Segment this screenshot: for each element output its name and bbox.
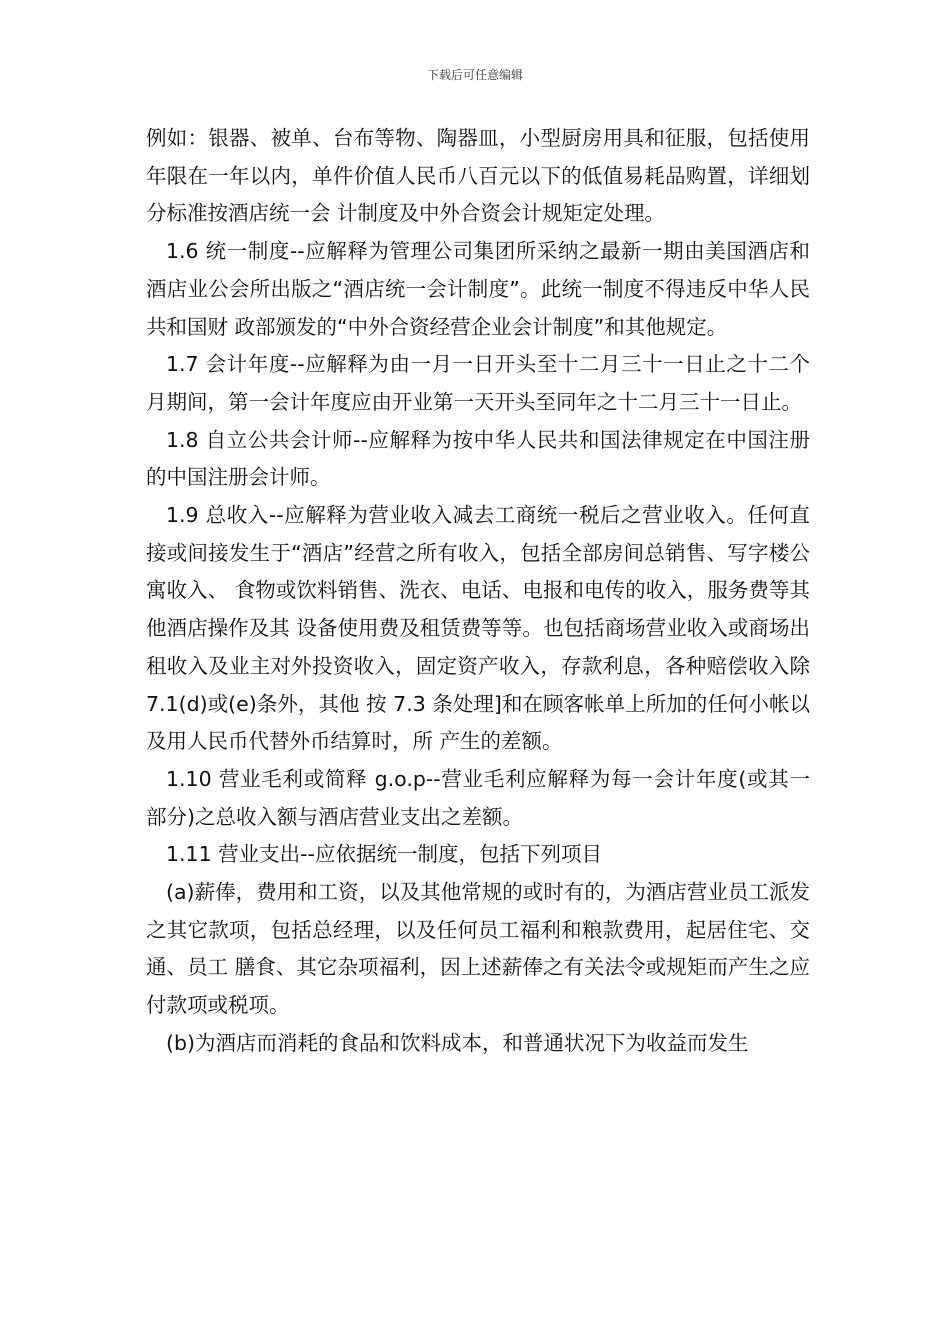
paragraph-1-6-unified-system: 1.6 统一制度--应解释为管理公司集团所采纳之最新一期由美国酒店和酒店业公会所出版之“酒店统一会计制度”。此统一制度不得违反中华人民共和国财 政部颁发的“中外合资经营企业会计制度”和其他规定。 [146, 239, 810, 339]
paragraph-item-a-salaries: (a)薪俸，费用和工资，以及其他常规的或时有的，为酒店营业员工派发之其它款项，包括总经理，以及任何员工福利和粮款费用，起居住宅、交通、员工 膳食、其它杂项福利，因上述薪俸之有关法令或规矩而产生之应付款项或税项。 [146, 880, 810, 1018]
paragraph-1-11-operating-expenses: 1.11 营业支出--应依据统一制度，包括下列项目 [166, 842, 602, 867]
paragraph-item-b-food-beverage: (b)为酒店而消耗的食品和饮料成本，和普通状况下为收益而发生 [166, 1030, 749, 1055]
paragraph-1-8-independent-accountant: 1.8 自立公共会计师--应解释为按中华人民共和国法律规定在中国注册的中国注册会计师。 [146, 427, 810, 490]
paragraph-low-value-items: 例如：银器、被单、台布等物、陶器皿，小型厨房用具和征服，包括使用年限在一年以内，单件价值人民币八百元以下的低值易耗品购置，详细划分标准按酒店统一会 计制度及中外合资会计规矩定处理。 [146, 126, 810, 226]
document-body [146, 120, 810, 1063]
paragraph-1-9-gross-revenue: 1.9 总收入--应解释为营业收入减去工商统一税后之营业收入。任何直接或间接发生于“酒店”经营之所有收入，包括全部房间总销售、写字楼公寓收入、 食物或饮料销售、洗衣、电话、电报和电传的收入，服务费等其他酒店操作及其 设备使用费及租赁费等等。也包括商场营业收入或商场出租收入及业主对外投资收入，固定资产收入，存款利息，各种赔偿收入除 7.1(d)或(e)条外，其他 按 7.3 条处理]和在顾客帐单上所加的任何小帐以及用人民币代替外币结算时，所 产生的差额。 [146, 503, 810, 754]
paragraph-1-10-gross-operating-profit: 1.10 营业毛利或简释 g.o.p--营业毛利应解释为每一会计年度(或其一部分)之总收入额与酒店营业支出之差额。 [146, 766, 810, 829]
page-header: 下载后可任意编辑 [426, 68, 523, 82]
paragraph-1-7-fiscal-year: 1.7 会计年度--应解释为由一月一日开头至十二月三十一日止之十二个月期间，第一会计年度应由开业第一天开头至同年之十二月三十一日止。 [146, 352, 810, 414]
